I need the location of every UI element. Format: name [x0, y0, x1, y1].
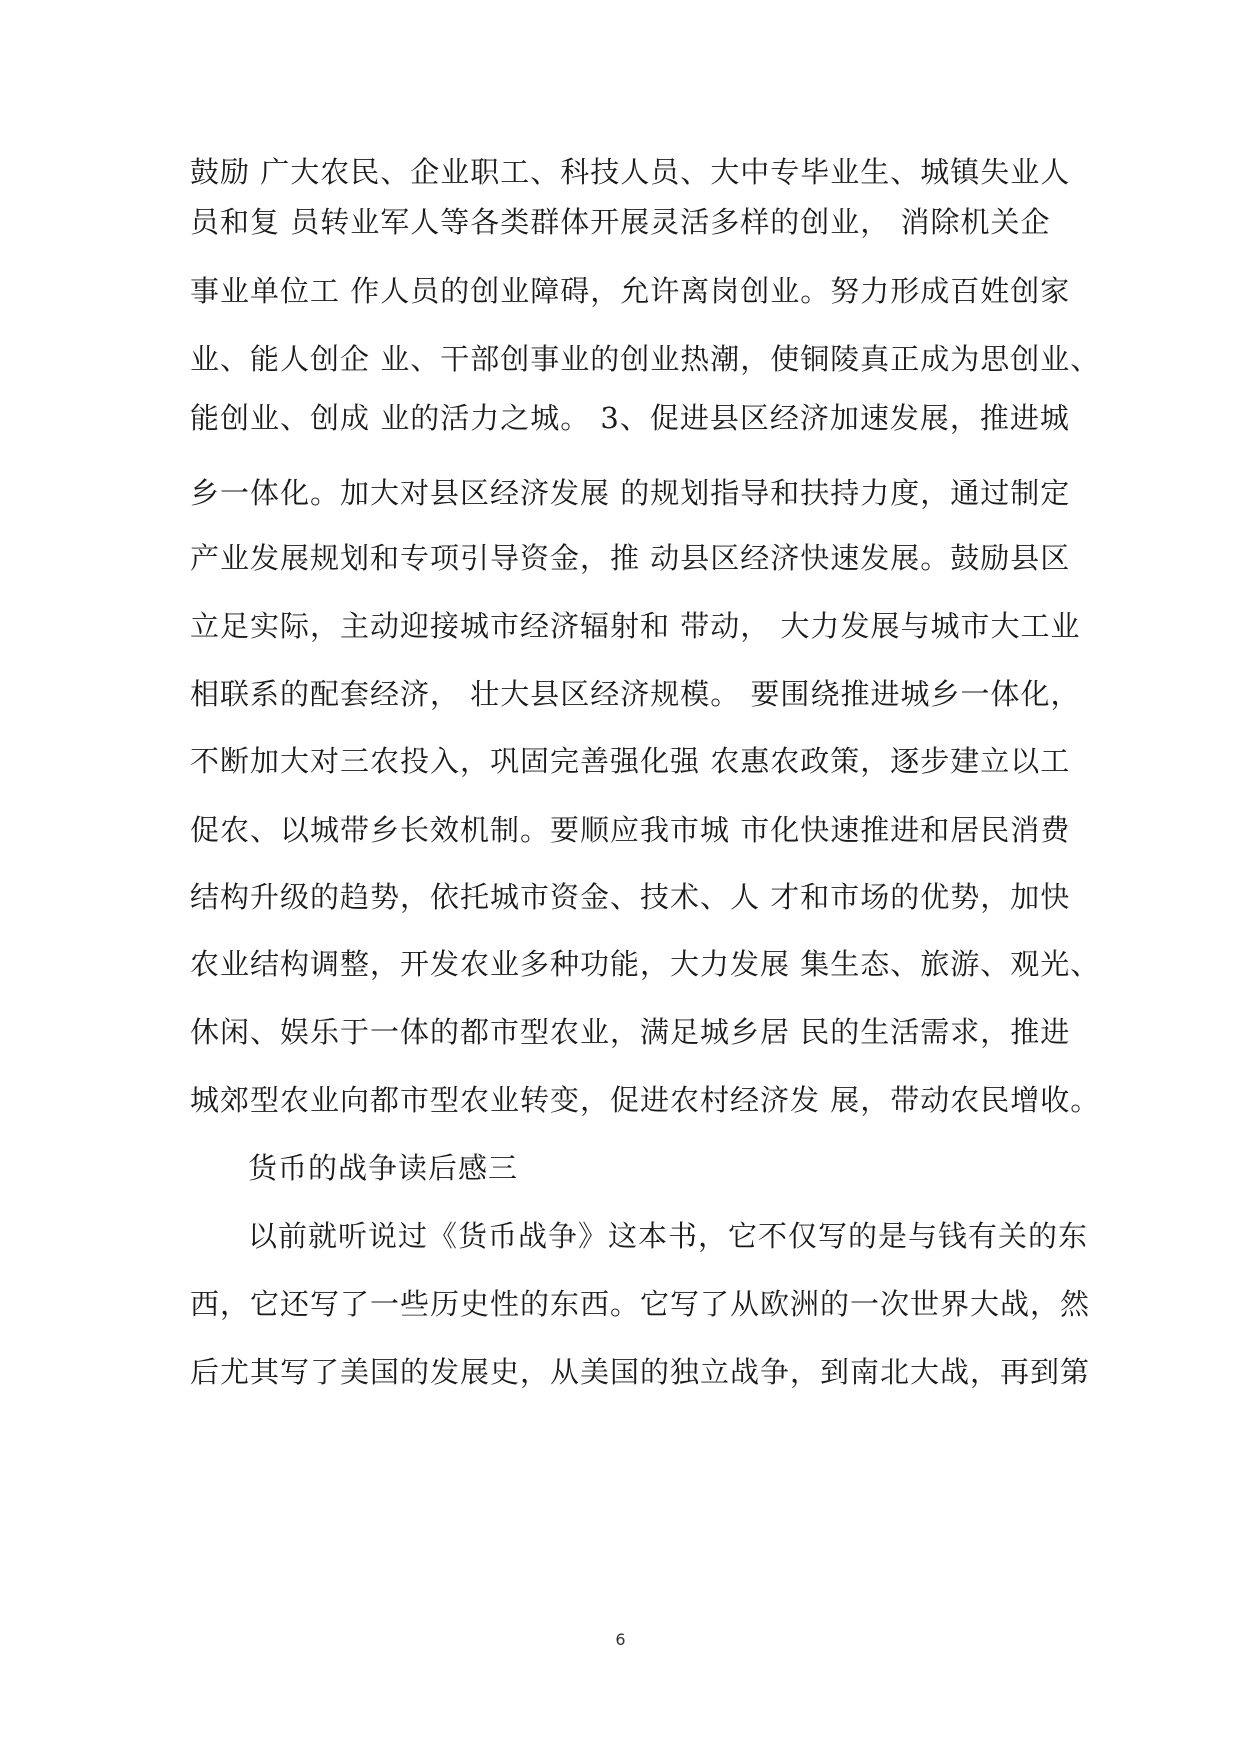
body-text-line: 农业结构调整，开发农业多种功能，大力发展 集生态、旅游、观光、 [190, 947, 1101, 981]
body-text-line: 产业发展规划和专项引导资金，推 动县区经济快速发展。鼓励县区 [190, 541, 1071, 575]
body-text-line: 促农、以城带乡长效机制。要顺应我市城 市化快速推进和居民消费 [190, 813, 1071, 847]
body-text-line: 西，它还写了一些历史性的东西。它写了从欧洲的一次世界大战，然 [190, 1287, 1091, 1321]
section-heading: 货币的战争读后感三 [248, 1151, 519, 1185]
body-text-line: 业、能人创企 业、干部创事业的创业热潮，使铜陵真正成为思创业、 [190, 342, 1101, 376]
body-text-line: 乡一体化。加大对县区经济发展 的规划指导和扶持力度，通过制定 [190, 476, 1071, 510]
body-text-line: 休闲、娱乐于一体的都市型农业，满足城乡居 民的生活需求，推进 [190, 1015, 1071, 1049]
body-text-line: 鼓励 广大农民、企业职工、科技人员、大中专毕业生、城镇失业人 [190, 155, 1071, 189]
body-text-line: 相联系的配套经济， 壮大县区经济规模。 要围绕推进城乡一体化， [190, 677, 1081, 711]
body-text-line: 以前就听说过《货币战争》这本书，它不仅写的是与钱有关的东 [248, 1219, 1089, 1253]
body-text-line: 立足实际，主动迎接城市经济辐射和 带动， 大力发展与城市大工业 [190, 609, 1081, 643]
body-text-line: 能创业、创成 业的活力之城。 3、促进县区经济加速发展，推进城 [190, 401, 1070, 435]
body-text-line: 后尤其写了美国的发展史，从美国的独立战争，到南北大战，再到第 [190, 1355, 1091, 1389]
body-text-line: 不断加大对三农投入，巩固完善强化强 农惠农政策，逐步建立以工 [190, 744, 1071, 778]
body-text-line: 事业单位工 作人员的创业障碍，允许离岗创业。努力形成百姓创家 [190, 274, 1071, 308]
body-text-line: 员和复 员转业军人等各类群体开展灵活多样的创业， 消除机关企 [190, 205, 1051, 239]
body-text-line: 结构升级的趋势，依托城市资金、技术、人 才和市场的优势，加快 [190, 880, 1071, 914]
body-text-line: 城郊型农业向都市型农业转变，促进农村经济发 展，带动农民增收。 [190, 1083, 1101, 1117]
page-number: 6 [615, 1630, 626, 1649]
